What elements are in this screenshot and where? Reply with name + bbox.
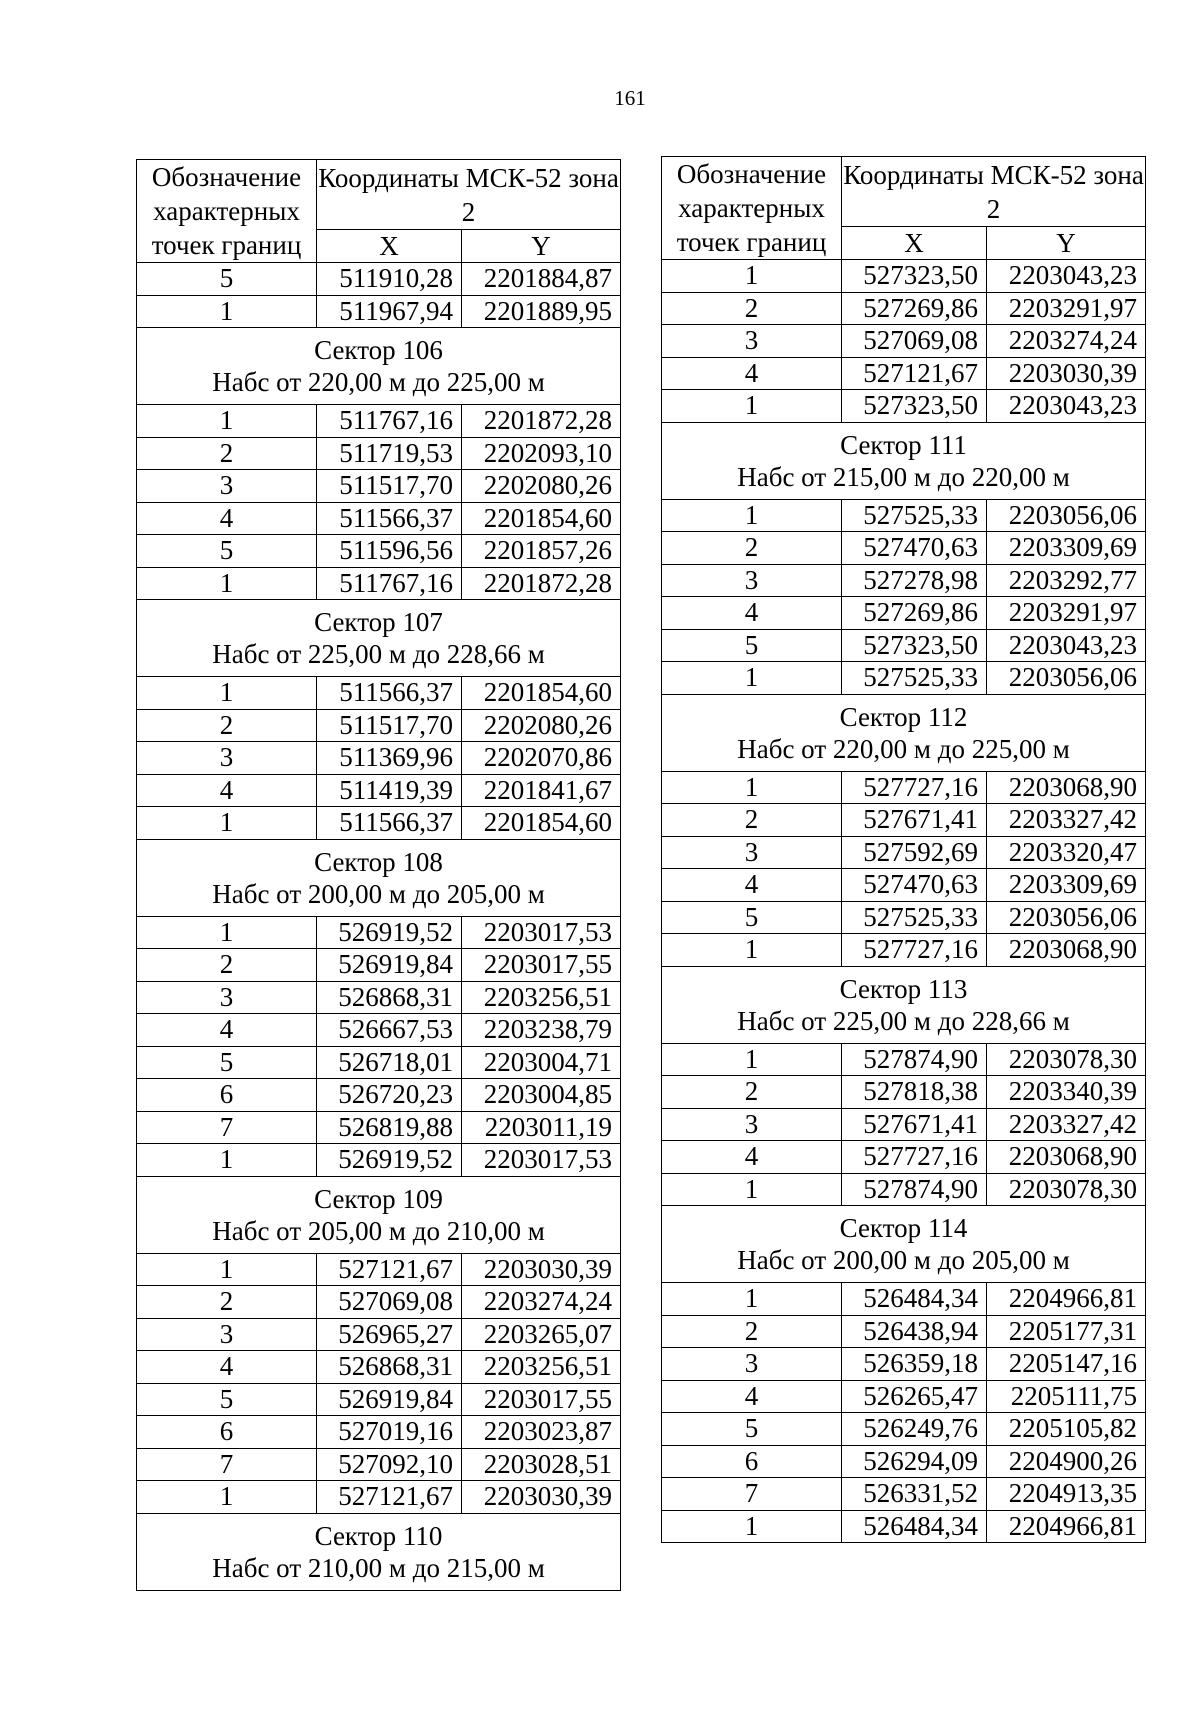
sector-row — [137, 600, 621, 677]
table-row — [662, 934, 1146, 967]
sector-height-range: Набс от 210,00 м до 215,00 м — [212, 1552, 545, 1583]
table-row — [662, 869, 1146, 902]
x-coordinate: 527671,41 — [842, 804, 987, 837]
y-coordinate: 2203056,06 — [987, 499, 1146, 532]
y-coordinate: 2203274,24 — [462, 1286, 621, 1319]
point-number: 4 — [662, 357, 842, 390]
sector-row — [137, 839, 621, 916]
y-coordinate: 2202080,26 — [462, 470, 621, 503]
point-number: 4 — [137, 502, 317, 535]
y-coordinate: 2203017,55 — [462, 949, 621, 982]
sector-title: Сектор 109 — [314, 1183, 443, 1214]
point-number: 1 — [662, 934, 842, 967]
table-row — [662, 1445, 1146, 1478]
table-row — [662, 292, 1146, 325]
y-coordinate: 2203238,79 — [462, 1014, 621, 1047]
x-coordinate: 527525,33 — [842, 662, 987, 695]
x-coordinate: 527727,16 — [842, 1141, 987, 1174]
table-row — [662, 499, 1146, 532]
x-coordinate: 527525,33 — [842, 901, 987, 934]
x-coordinate: 526249,76 — [842, 1413, 987, 1446]
point-number: 1 — [662, 390, 842, 423]
table-row — [137, 1144, 621, 1177]
x-coordinate: 526868,31 — [317, 1351, 462, 1384]
point-number: 2 — [662, 292, 842, 325]
sector-title: Сектор 113 — [839, 973, 968, 1004]
point-number: 1 — [137, 916, 317, 949]
x-coordinate: 527121,67 — [317, 1253, 462, 1286]
point-number: 1 — [137, 807, 317, 840]
left-table-body — [137, 263, 621, 1591]
x-coordinate: 526919,52 — [317, 916, 462, 949]
table-row — [662, 1315, 1146, 1348]
table-row — [137, 535, 621, 568]
x-coordinate: 527121,67 — [842, 357, 987, 390]
x-coordinate: 526294,09 — [842, 1445, 987, 1478]
x-coordinate: 527323,50 — [842, 390, 987, 423]
table-row — [662, 1141, 1146, 1174]
point-number: 1 — [137, 295, 317, 328]
point-number: 4 — [662, 1141, 842, 1174]
y-coordinate: 2201889,95 — [462, 295, 621, 328]
point-number: 3 — [137, 470, 317, 503]
x-coordinate: 526265,47 — [842, 1380, 987, 1413]
x-coordinate: 526720,23 — [317, 1079, 462, 1112]
left-coordinates-table — [136, 159, 620, 1591]
y-coordinate: 2204900,26 — [987, 1445, 1146, 1478]
table-row — [137, 295, 621, 328]
x-coordinate: 527019,16 — [317, 1416, 462, 1449]
table-row — [137, 1318, 621, 1351]
point-number: 4 — [662, 597, 842, 630]
table-row — [137, 709, 621, 742]
table-row — [137, 405, 621, 438]
y-coordinate: 2201872,28 — [462, 567, 621, 600]
y-coordinate: 2203274,24 — [987, 325, 1146, 358]
sector-height-range: Набс от 200,00 м до 205,00 м — [737, 1245, 1070, 1275]
table-row — [662, 390, 1146, 423]
point-number: 1 — [662, 1283, 842, 1316]
x-coordinate: 527470,63 — [842, 869, 987, 902]
table-row — [662, 1478, 1146, 1511]
x-coordinate: 527727,16 — [842, 771, 987, 804]
sector-height-range: Набс от 215,00 м до 220,00 м — [737, 461, 1070, 492]
table-row — [137, 981, 621, 1014]
right-table-body — [662, 260, 1146, 1543]
x-coordinate: 527323,50 — [842, 260, 987, 293]
point-number: 6 — [137, 1416, 317, 1449]
sector-title: Сектор 110 — [314, 1520, 443, 1551]
y-coordinate: 2203030,39 — [987, 357, 1146, 390]
table-row — [662, 1413, 1146, 1446]
sector-heading — [137, 1176, 621, 1253]
y-coordinate: 2201872,28 — [462, 405, 621, 438]
point-number: 2 — [137, 949, 317, 982]
y-coordinate: 2205177,31 — [987, 1315, 1146, 1348]
point-number: 3 — [662, 836, 842, 869]
sector-title: Сектор 106 — [314, 335, 443, 365]
point-number: 3 — [662, 325, 842, 358]
y-coordinate: 2203256,51 — [462, 981, 621, 1014]
y-coordinate: 2203256,51 — [462, 1351, 621, 1384]
x-coordinate: 527874,90 — [842, 1043, 987, 1076]
x-coordinate: 526667,53 — [317, 1014, 462, 1047]
y-coordinate: 2203004,71 — [462, 1046, 621, 1079]
sector-heading — [662, 1206, 1146, 1283]
point-number: 1 — [662, 771, 842, 804]
table-row — [662, 325, 1146, 358]
y-coordinate: 2203078,30 — [987, 1173, 1146, 1206]
table-row — [137, 774, 621, 807]
y-coordinate: 2203017,55 — [462, 1383, 621, 1416]
coordinates-column-header: Координаты МСК-52 зона 2 — [317, 160, 621, 230]
table-row — [662, 836, 1146, 869]
point-number: 7 — [137, 1111, 317, 1144]
point-number: 2 — [137, 1286, 317, 1319]
y-coordinate: 2203043,23 — [987, 260, 1146, 293]
page-number: 161 — [614, 86, 646, 110]
y-coordinate: 2203056,06 — [987, 901, 1146, 934]
y-coordinate: 2201884,87 — [462, 263, 621, 296]
sector-title: Сектор 112 — [839, 701, 968, 732]
point-number: 1 — [662, 1173, 842, 1206]
x-coordinate: 511566,37 — [317, 807, 462, 840]
x-column-header: X — [842, 227, 987, 260]
table-row — [137, 1079, 621, 1112]
y-coordinate: 2203017,53 — [462, 916, 621, 949]
table-row — [137, 567, 621, 600]
sector-row — [662, 1206, 1146, 1283]
table-row — [137, 437, 621, 470]
table-row — [662, 901, 1146, 934]
x-coordinate: 527818,38 — [842, 1076, 987, 1109]
point-number: 4 — [137, 774, 317, 807]
sector-title: Сектор 107 — [314, 607, 443, 637]
sector-row — [662, 422, 1146, 499]
y-coordinate: 2201854,60 — [462, 807, 621, 840]
point-number: 1 — [662, 662, 842, 695]
right-coordinates-table — [661, 156, 1144, 1543]
x-coordinate: 526438,94 — [842, 1315, 987, 1348]
y-coordinate: 2201854,60 — [462, 502, 621, 535]
x-coordinate: 527121,67 — [317, 1481, 462, 1514]
sector-heading — [662, 422, 1146, 499]
point-number: 2 — [662, 1315, 842, 1348]
point-number: 4 — [137, 1014, 317, 1047]
point-number: 3 — [662, 1108, 842, 1141]
table-row — [137, 1448, 621, 1481]
point-number: 5 — [662, 901, 842, 934]
point-number: 7 — [662, 1478, 842, 1511]
x-coordinate: 527323,50 — [842, 629, 987, 662]
y-coordinate: 2203017,53 — [462, 1144, 621, 1177]
x-coordinate: 526484,34 — [842, 1283, 987, 1316]
point-number: 3 — [137, 1318, 317, 1351]
sector-heading — [137, 1513, 621, 1590]
table-row — [662, 629, 1146, 662]
y-coordinate: 2202070,86 — [462, 742, 621, 775]
sector-heading — [137, 600, 621, 677]
y-coordinate: 2203340,39 — [987, 1076, 1146, 1109]
table-row — [662, 771, 1146, 804]
point-number: 5 — [662, 1413, 842, 1446]
y-coordinate: 2202080,26 — [462, 709, 621, 742]
y-coordinate: 2203068,90 — [987, 771, 1146, 804]
point-number: 3 — [137, 981, 317, 1014]
table-row — [662, 804, 1146, 837]
table-row — [137, 677, 621, 710]
point-number: 5 — [662, 629, 842, 662]
sector-height-range: Набс от 225,00 м до 228,66 м — [737, 1005, 1070, 1036]
x-coordinate: 527269,86 — [842, 597, 987, 630]
table-row — [137, 742, 621, 775]
x-coordinate: 527727,16 — [842, 934, 987, 967]
x-coordinate: 526331,52 — [842, 1478, 987, 1511]
table-row — [662, 1043, 1146, 1076]
y-coordinate: 2202093,10 — [462, 437, 621, 470]
y-coordinate: 2203030,39 — [462, 1481, 621, 1514]
point-number: 2 — [662, 804, 842, 837]
y-coordinate: 2203292,77 — [987, 564, 1146, 597]
y-coordinate: 2204966,81 — [987, 1283, 1146, 1316]
sector-height-range: Набс от 220,00 м до 225,00 м — [737, 733, 1070, 764]
y-coordinate: 2203056,06 — [987, 662, 1146, 695]
sector-title: Сектор 111 — [840, 429, 967, 460]
y-coordinate: 2203028,51 — [462, 1448, 621, 1481]
point-number: 1 — [662, 499, 842, 532]
points-column-header: Обозначение характерных точек границ — [662, 157, 842, 260]
x-column-header: X — [317, 230, 462, 263]
point-number: 5 — [137, 263, 317, 296]
table-row — [662, 1380, 1146, 1413]
table-row — [137, 949, 621, 982]
table-row — [662, 1076, 1146, 1109]
point-number: 2 — [137, 709, 317, 742]
y-coordinate: 2203068,90 — [987, 1141, 1146, 1174]
point-number: 1 — [137, 677, 317, 710]
y-coordinate: 2203309,69 — [987, 532, 1146, 565]
sector-row — [137, 328, 621, 405]
y-coordinate: 2203068,90 — [987, 934, 1146, 967]
sector-height-range: Набс от 200,00 м до 205,00 м — [212, 878, 545, 909]
x-coordinate: 526484,34 — [842, 1510, 987, 1543]
table-row — [137, 1351, 621, 1384]
point-number: 3 — [662, 564, 842, 597]
table-row — [137, 1253, 621, 1286]
y-coordinate: 2203327,42 — [987, 804, 1146, 837]
x-coordinate: 526919,52 — [317, 1144, 462, 1177]
x-coordinate: 511419,39 — [317, 774, 462, 807]
point-number: 1 — [137, 1144, 317, 1177]
y-coordinate: 2205111,75 — [987, 1380, 1146, 1413]
y-coordinate: 2203023,87 — [462, 1416, 621, 1449]
sector-title: Сектор 108 — [314, 846, 443, 877]
table-row — [662, 1173, 1146, 1206]
y-coordinate: 2204913,35 — [987, 1478, 1146, 1511]
table-row — [137, 263, 621, 296]
sector-row — [662, 694, 1146, 771]
x-coordinate: 511767,16 — [317, 567, 462, 600]
sector-height-range: Набс от 220,00 м до 225,00 м — [212, 367, 545, 397]
table-row — [662, 357, 1146, 390]
y-coordinate: 2203309,69 — [987, 869, 1146, 902]
x-coordinate: 527278,98 — [842, 564, 987, 597]
x-coordinate: 527069,08 — [842, 325, 987, 358]
y-coordinate: 2201857,26 — [462, 535, 621, 568]
table-row — [662, 260, 1146, 293]
y-column-header: Y — [462, 230, 621, 263]
table-row — [662, 532, 1146, 565]
x-coordinate: 526919,84 — [317, 1383, 462, 1416]
x-coordinate: 526359,18 — [842, 1348, 987, 1381]
y-coordinate: 2205147,16 — [987, 1348, 1146, 1381]
y-coordinate: 2201854,60 — [462, 677, 621, 710]
point-number: 3 — [662, 1348, 842, 1381]
y-coordinate: 2204966,81 — [987, 1510, 1146, 1543]
x-coordinate: 511369,96 — [317, 742, 462, 775]
y-column-header: Y — [987, 227, 1146, 260]
y-coordinate: 2201841,67 — [462, 774, 621, 807]
point-number: 1 — [662, 260, 842, 293]
y-coordinate: 2203004,85 — [462, 1079, 621, 1112]
point-number: 4 — [662, 869, 842, 902]
y-coordinate: 2203043,23 — [987, 390, 1146, 423]
x-coordinate: 511767,16 — [317, 405, 462, 438]
table-row — [137, 1286, 621, 1319]
x-coordinate: 511566,37 — [317, 502, 462, 535]
point-number: 5 — [137, 1046, 317, 1079]
point-number: 1 — [662, 1510, 842, 1543]
point-number: 1 — [137, 1253, 317, 1286]
x-coordinate: 526919,84 — [317, 949, 462, 982]
y-coordinate: 2203030,39 — [462, 1253, 621, 1286]
x-coordinate: 527069,08 — [317, 1286, 462, 1319]
coordinates-column-header: Координаты МСК-52 зона 2 — [842, 157, 1146, 227]
sector-row — [662, 966, 1146, 1043]
point-number: 1 — [137, 405, 317, 438]
x-coordinate: 526868,31 — [317, 981, 462, 1014]
y-coordinate: 2203011,19 — [462, 1111, 621, 1144]
point-number: 4 — [662, 1380, 842, 1413]
y-coordinate: 2203043,23 — [987, 629, 1146, 662]
sector-height-range: Набс от 205,00 м до 210,00 м — [212, 1215, 545, 1246]
point-number: 5 — [137, 1383, 317, 1416]
y-coordinate: 2203078,30 — [987, 1043, 1146, 1076]
table-row — [662, 1108, 1146, 1141]
x-coordinate: 511719,53 — [317, 437, 462, 470]
x-coordinate: 511517,70 — [317, 709, 462, 742]
table-row — [137, 916, 621, 949]
table-row — [662, 662, 1146, 695]
x-coordinate: 526819,88 — [317, 1111, 462, 1144]
point-number: 5 — [137, 535, 317, 568]
y-coordinate: 2205105,82 — [987, 1413, 1146, 1446]
sector-heading — [662, 966, 1146, 1043]
y-coordinate: 2203320,47 — [987, 836, 1146, 869]
x-coordinate: 511910,28 — [317, 263, 462, 296]
points-column-header: Обозначение характерных точек границ — [137, 160, 317, 263]
sector-heading — [662, 694, 1146, 771]
point-number: 6 — [137, 1079, 317, 1112]
table-row — [137, 1383, 621, 1416]
point-number: 3 — [137, 742, 317, 775]
x-coordinate: 526965,27 — [317, 1318, 462, 1351]
point-number: 1 — [137, 567, 317, 600]
y-coordinate: 2203265,07 — [462, 1318, 621, 1351]
y-coordinate: 2203291,97 — [987, 292, 1146, 325]
x-coordinate: 527269,86 — [842, 292, 987, 325]
x-coordinate: 511517,70 — [317, 470, 462, 503]
table-row — [137, 502, 621, 535]
x-coordinate: 527671,41 — [842, 1108, 987, 1141]
point-number: 7 — [137, 1448, 317, 1481]
table-row — [662, 597, 1146, 630]
table-row — [662, 1348, 1146, 1381]
sector-height-range: Набс от 225,00 м до 228,66 м — [212, 639, 545, 669]
y-coordinate: 2203291,97 — [987, 597, 1146, 630]
point-number: 2 — [137, 437, 317, 470]
y-coordinate: 2203327,42 — [987, 1108, 1146, 1141]
sector-row — [137, 1513, 621, 1590]
sector-heading — [137, 839, 621, 916]
point-number: 2 — [662, 532, 842, 565]
table-row — [137, 1111, 621, 1144]
x-coordinate: 511596,56 — [317, 535, 462, 568]
table-row — [137, 1481, 621, 1514]
table-row — [662, 564, 1146, 597]
x-coordinate: 511566,37 — [317, 677, 462, 710]
table-row — [137, 470, 621, 503]
point-number: 1 — [137, 1481, 317, 1514]
x-coordinate: 511967,94 — [317, 295, 462, 328]
table-row — [137, 807, 621, 840]
sector-heading — [137, 328, 621, 405]
sector-row — [137, 1176, 621, 1253]
table-row — [662, 1510, 1146, 1543]
x-coordinate: 527525,33 — [842, 499, 987, 532]
x-coordinate: 527592,69 — [842, 836, 987, 869]
sector-title: Сектор 114 — [839, 1213, 968, 1243]
point-number: 6 — [662, 1445, 842, 1478]
table-row — [137, 1416, 621, 1449]
table-row — [137, 1046, 621, 1079]
x-coordinate: 527874,90 — [842, 1173, 987, 1206]
point-number: 4 — [137, 1351, 317, 1384]
x-coordinate: 527470,63 — [842, 532, 987, 565]
x-coordinate: 527092,10 — [317, 1448, 462, 1481]
point-number: 1 — [662, 1043, 842, 1076]
point-number: 2 — [662, 1076, 842, 1109]
table-row — [137, 1014, 621, 1047]
x-coordinate: 526718,01 — [317, 1046, 462, 1079]
table-row — [662, 1283, 1146, 1316]
